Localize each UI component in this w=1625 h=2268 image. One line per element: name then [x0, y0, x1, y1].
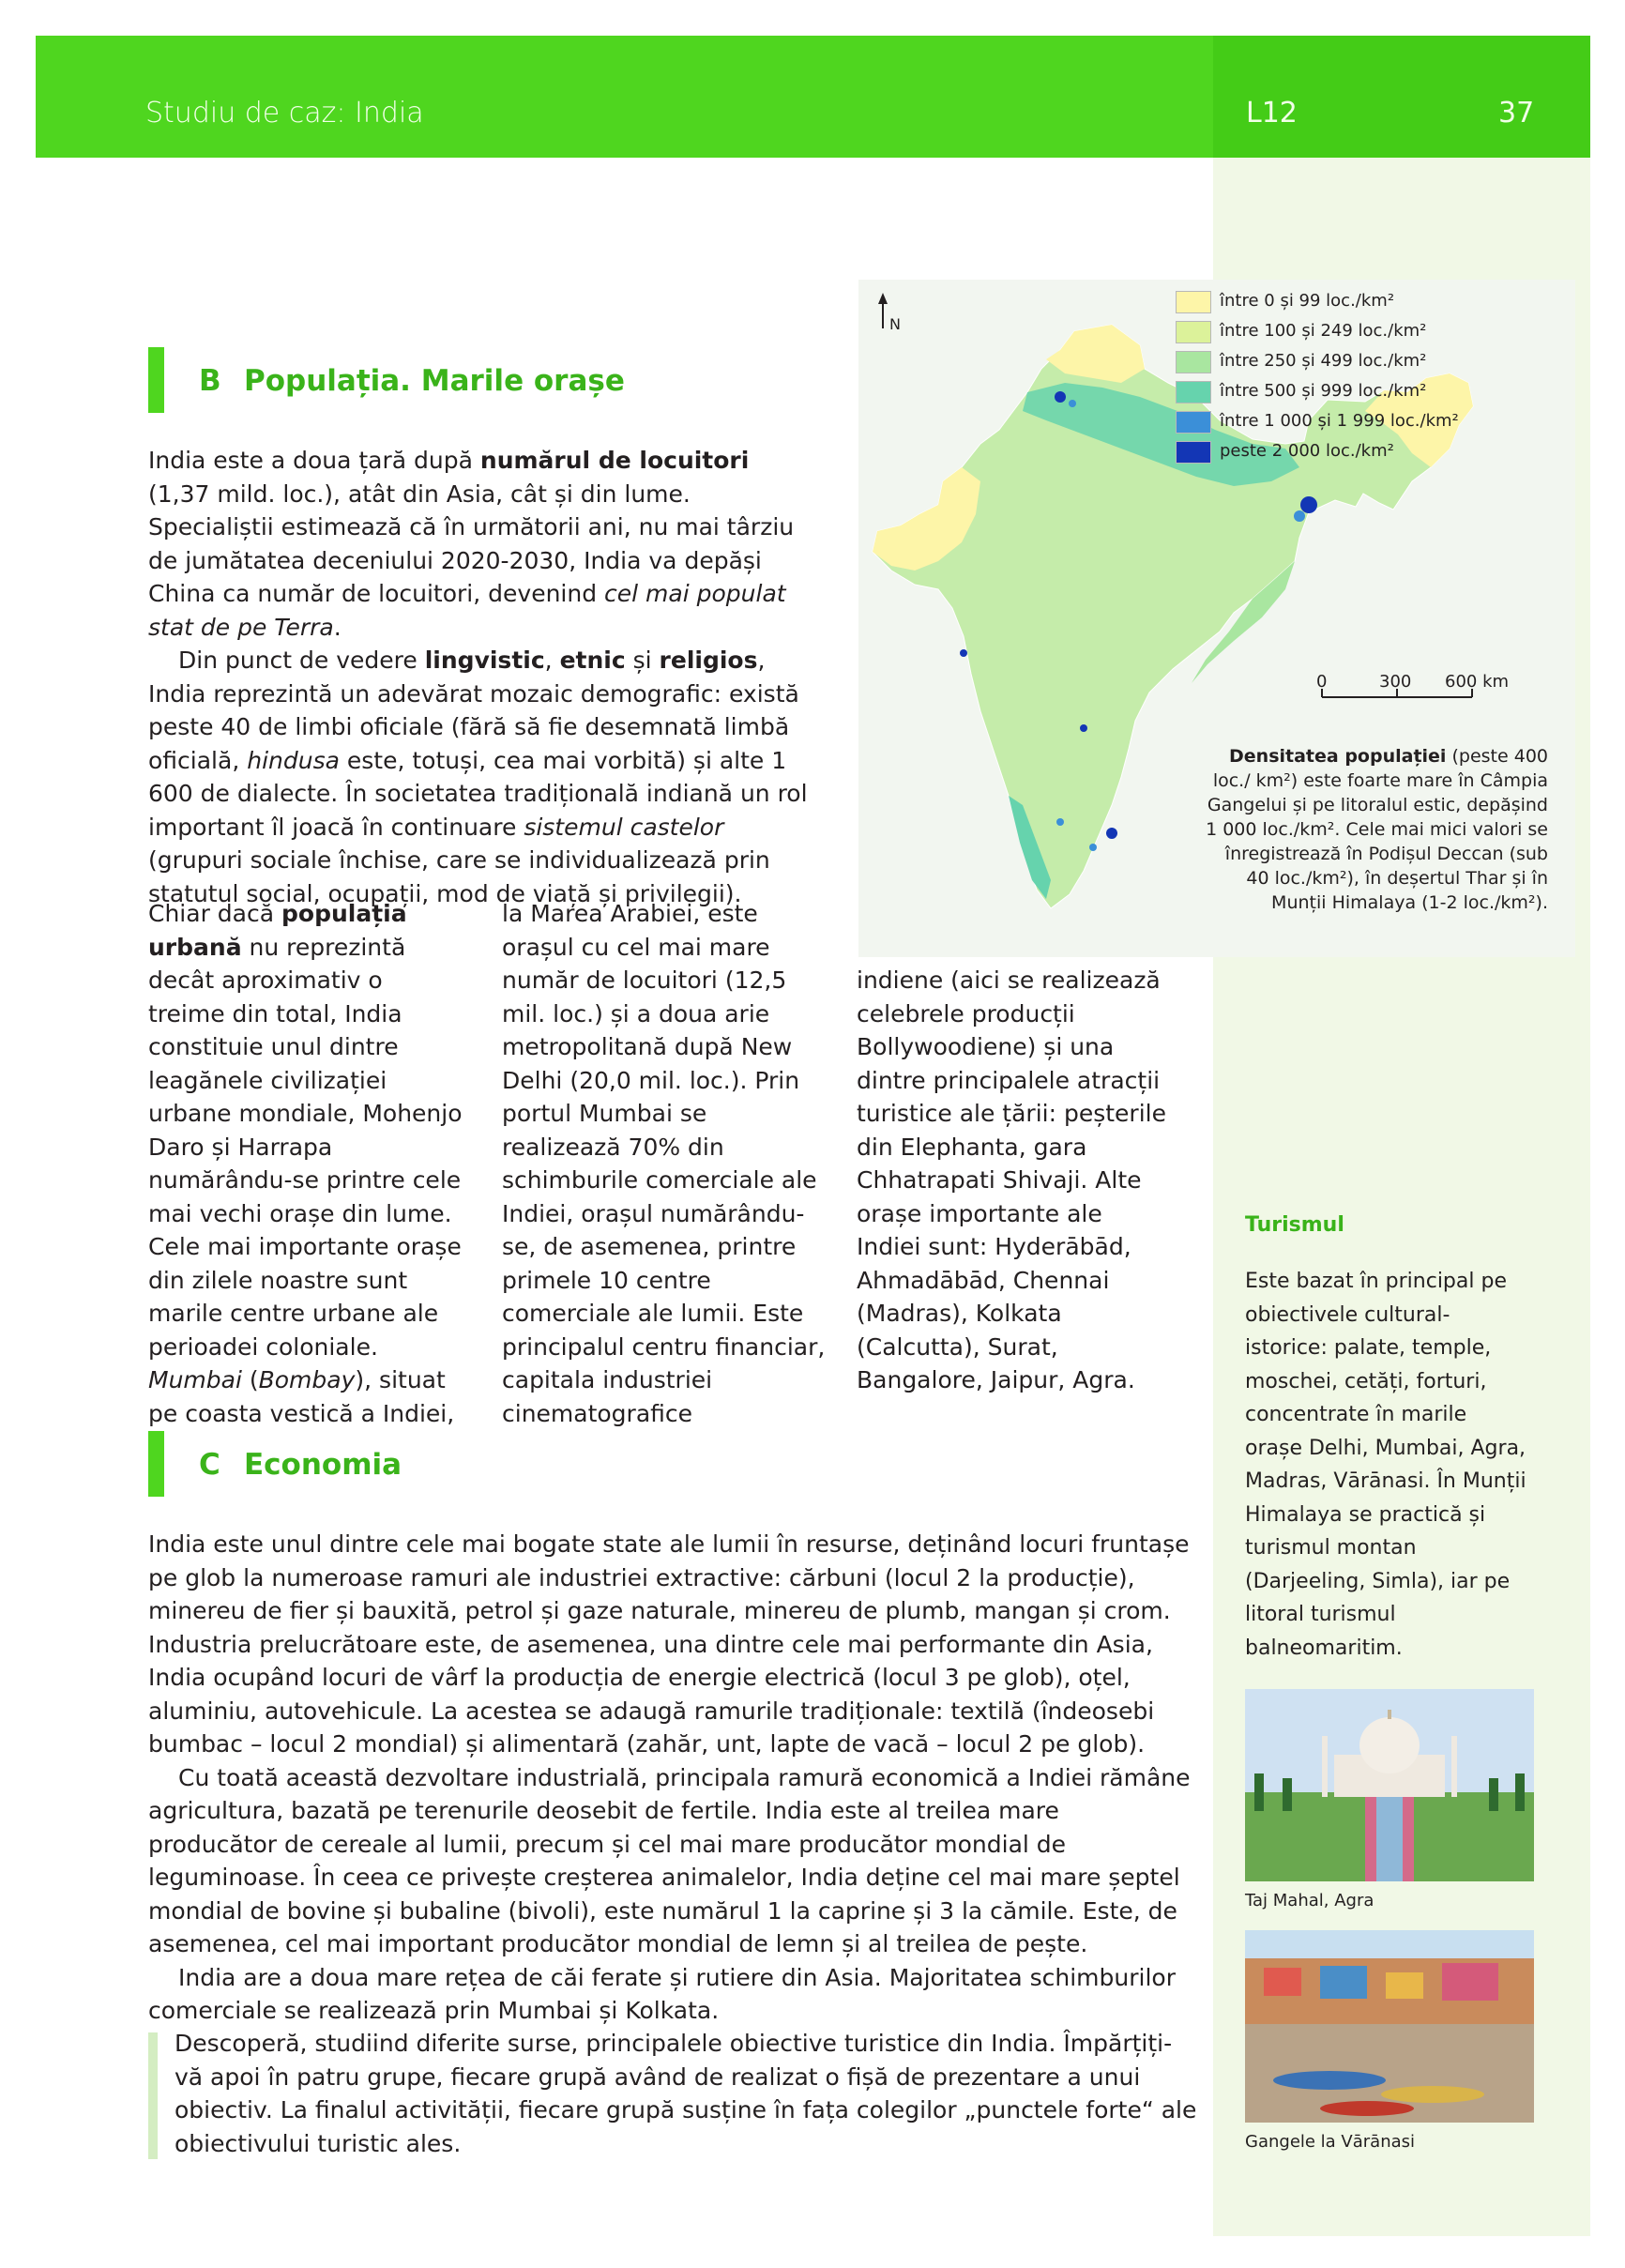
- header-title: Studiu de caz: India: [145, 97, 424, 129]
- task-text: Descoperă, studiind diferite surse, principalele obiective turistice din India. Împărțiți-vă apoi în patru grupe, fiecare grupă având de realizat o fișă de prezentare a unui obiectiv. La finalul activității, fiecare grupă susține în fața colegilor „punctele forte“ ale obiectivului turistic ales.: [175, 2030, 1197, 2157]
- sidebar-title: Turismul: [1245, 1213, 1344, 1237]
- section-letter: C: [199, 1448, 220, 1482]
- section-marker: [148, 1431, 164, 1497]
- legend-label-3: între 250 și 499 loc./km²: [1220, 351, 1427, 371]
- scale-label: 0: [1316, 672, 1328, 692]
- legend-label-5: între 1 000 și 1 999 loc./km²: [1220, 411, 1459, 431]
- legend-label-6: peste 2 000 loc./km²: [1220, 441, 1394, 461]
- lesson-code: L12: [1246, 97, 1298, 129]
- legend-swatch-2: [1176, 321, 1211, 343]
- legend-label-1: între 0 și 99 loc./km²: [1220, 291, 1395, 311]
- paragraph: India este unul dintre cele mai bogate state ale lumii în resurse, deținând locuri fruntașe pe glob la numeroase ramuri ale industriei extractive: cărbuni (locul 2 la producție), minereu de fier și bauxită, petrol și gaze naturale, minereu de plumb, mangan și crom. Industria prelucrătoare este, de asemenea, una dintre cele mai performante din Asia, India ocupând locuri de vârf la producția de energie electrică (locul 3 pe glob), oțel, aluminiu, autovehicule. La acestea se adaugă ramurile tradiționale: textilă (îndeosebi bumbac – locul 2 mondial) și alimentară (zahăr, unt, lapte de vacă – locul 2 pe glob).: [148, 1530, 1190, 1758]
- legend-swatch-3: [1176, 351, 1211, 373]
- legend-swatch-4: [1176, 381, 1211, 403]
- north-label: N: [889, 315, 901, 333]
- paragraph: India are a doua mare rețea de căi ferate și rutiere din Asia. Majoritatea schimburilor comerciale se realizează prin Mumbai și Kolkata.: [148, 1963, 1176, 2024]
- paragraph: India este a doua țară după numărul de locuitori (1,37 mild. loc.), atât din Asia, cât și din lume. Specialiștii estimează că în următorii ani, nu mai târziu de jumătatea deceniului 2020-2030, India va depăși China ca număr de locuitori, devenind cel mai populat stat de pe Terra.: [148, 447, 795, 641]
- map-caption: Densitatea populației (peste 400 loc./ km²) este foarte mare în Câmpia Gangelui și pe litoralul estic, depășind 1 000 loc./km². Cele mai mici valori se înregistrează în Podișul Deccan (sub 40 loc./km²), în deșertul Thar și în Munții Himalaya (1-2 loc./km²).: [1206, 746, 1548, 913]
- section-title: Economia: [244, 1448, 402, 1482]
- paragraph: Din punct de vedere lingvistic, etnic și religios, India reprezintă un adevărat mozaic demografic: există peste 40 de limbi oficiale (fără să fie desemnată limbă oficială, hindusa este, totuși, cea mai vorbită) și alte 1 600 de dialecte. În societatea tradițională indiană un rol important îl joacă în continuare sistemul castelor (grupuri sociale închise, care se individualizează prin statutul social, ocupații, mod de viață și privilegii).: [148, 647, 808, 907]
- ganges-varanasi-photo: [1245, 1930, 1534, 2123]
- legend-label-2: între 100 și 249 loc./km²: [1220, 321, 1427, 341]
- photo-caption: Taj Mahal, Agra: [1245, 1891, 1374, 1910]
- scale-label: 600 km: [1445, 672, 1510, 692]
- photo-caption: Gangele la Vārānasi: [1245, 2132, 1416, 2152]
- legend-swatch-5: [1176, 411, 1211, 434]
- population-text: [148, 444, 816, 910]
- paragraph: Cu toată această dezvoltare industrială, principala ramură economică a Indiei rămâne agricultura, bazată pe terenurile deosebit de fertile. India este al treilea mare producător de cereale al lumii, precum și cel mai mare producător mondial de leguminoase. În ceea ce privește creșterea animalelor, India deține cel mai mare șeptel mondial de bovine și bubaline (bivoli), este numărul 1 la caprine și 3 la cămile. Este, de asemenea, cel mai important producător mondial de lemn și al treilea de pește.: [148, 1763, 1191, 1957]
- legend-swatch-1: [1176, 291, 1211, 313]
- section-letter: B: [199, 364, 221, 398]
- text-column-1: Chiar dacă populația urbană nu reprezintă decât aproximativ o treime din total, India constituie unul dintre leagănele civilizației urbane mondiale, Mohenjo Daro și Harrapa numărându-se printre cele mai vechi orașe din lume. Cele mai importante orașe din zilele noastre sunt marile centre urbane ale perioadei coloniale. Mumbai (Bombay), situat pe coasta vestică a Indiei,: [148, 900, 463, 1427]
- sidebar-text: Este bazat în principal pe obiectivele cultural-istorice: palate, temple, moschei, cetăți, forturi, concentrate în marile orașe Delhi, Mumbai, Agra, Madras, Vārānasi. În Munții Himalaya se practică și turismul montan (Darjeeling, Simla), iar pe litoral turismul balneomaritim.: [1245, 1270, 1526, 1660]
- page-number: 37: [1498, 97, 1535, 129]
- scale-label: 300: [1379, 672, 1412, 692]
- taj-mahal-photo: [1245, 1689, 1534, 1881]
- text-column-3: indiene (aici se realizează celebrele producții Bollywoodiene) și una dintre principalele atracții turistice ale țării: peșterile din Elephanta, gara Chhatrapati Shivaji. Alte orașe importante ale Indiei sunt: Hyderābād, Ahmadābād, Chennai (Madras), Kolkata (Calcutta), Surat, Bangalore, Jaipur, Agra.: [857, 967, 1166, 1393]
- economy-text: [148, 1528, 1194, 2028]
- section-title: Populația. Marile orașe: [244, 364, 625, 398]
- legend-swatch-6: [1176, 441, 1211, 464]
- section-marker: [148, 347, 164, 413]
- text-column-2: la Marea Arabiei, este orașul cu cel mai mare număr de locuitori (12,5 mil. loc.) și a doua arie metropolitană după New Delhi (20,0 mil. loc.). Prin portul Mumbai se realizează 70% din schimburile comerciale ale Indiei, orașul numărându-se, de asemenea, printre primele 10 centre comerciale ale lumii. Este principalul centru financiar, capitala industriei cinematografice: [502, 900, 826, 1427]
- legend-label-4: între 500 și 999 loc./km²: [1220, 381, 1427, 401]
